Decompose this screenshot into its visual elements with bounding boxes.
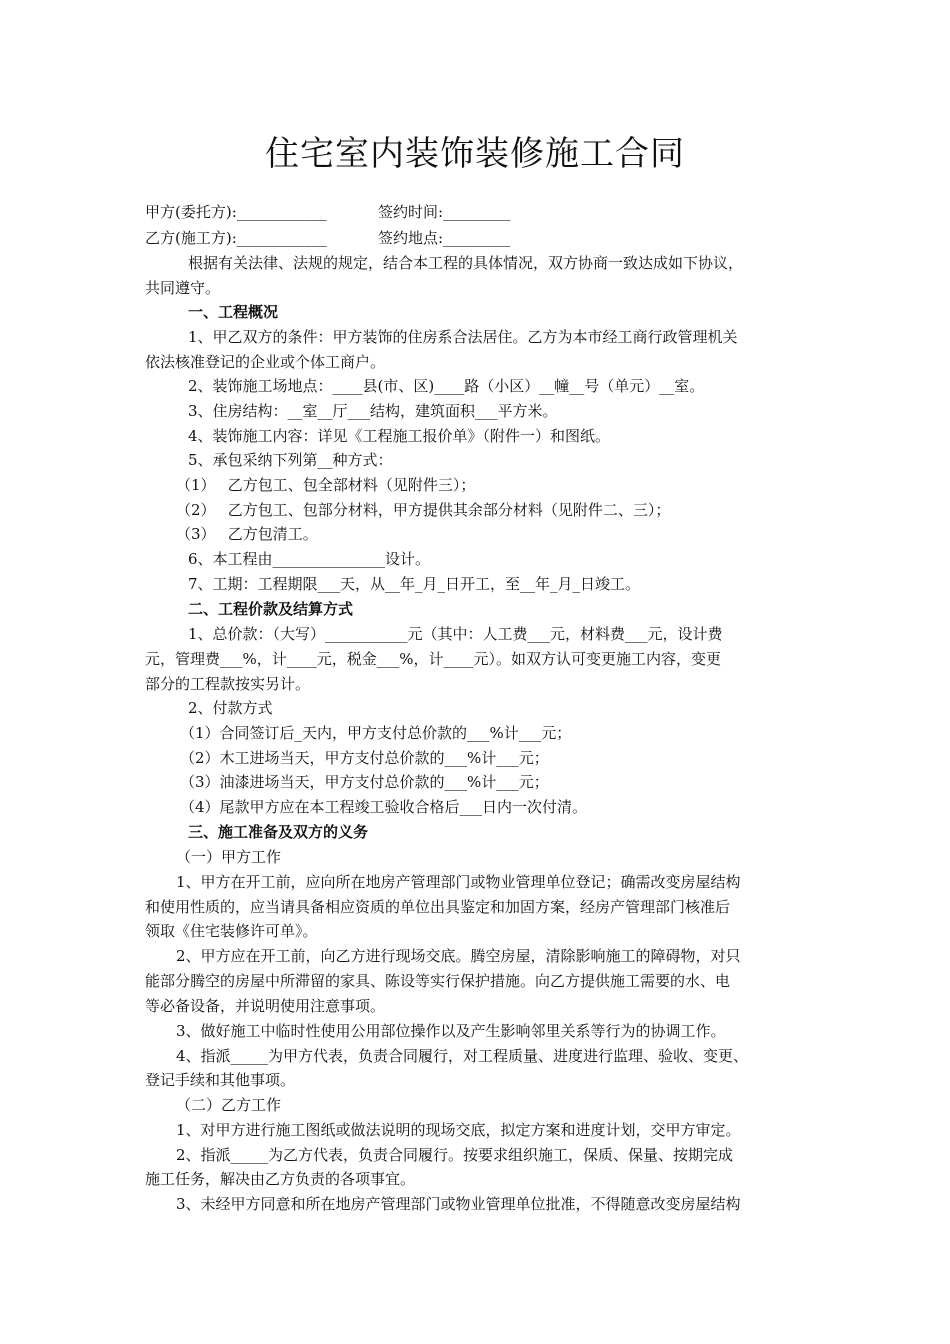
paragraph-line: 能部分腾空的房屋中所滞留的家具、陈设等实行保护措施。向乙方提供施工需要的水、电 xyxy=(145,972,731,990)
paragraph-line: 2、装饰施工场地点：____县(市、区)____路（小区）__幢__号（单元）__室。 xyxy=(188,377,705,395)
subsection-heading: （一）甲方工作 xyxy=(176,848,282,866)
paragraph-line: 领取《住宅装修许可单》。 xyxy=(145,922,318,940)
list-item: （3）油漆进场当天，甲方支付总价款的___%计___元； xyxy=(180,773,549,791)
paragraph-line: 登记手续和其他事项。 xyxy=(145,1071,296,1089)
list-item: （1） 乙方包工、包全部材料（见附件三）； xyxy=(176,476,476,494)
list-item: （4）尾款甲方应在本工程竣工验收合格后___日内一次付清。 xyxy=(180,798,588,816)
paragraph-line: 2、指派_____为乙方代表，负责合同履行。按要求组织施工，保质、保量、按期完成 xyxy=(176,1146,734,1164)
list-item: （3） 乙方包清工。 xyxy=(176,525,318,543)
paragraph-line: 4、装饰施工内容：详见《工程施工报价单》（附件一）和图纸。 xyxy=(188,427,611,445)
paragraph-line: 1、总价款：（大写）___________元（其中：人工费___元，材料费___元，设计费 xyxy=(188,625,723,643)
paragraph-line: 5、承包采纳下列第__种方式： xyxy=(188,451,393,469)
paragraph-line: 共同遵守。 xyxy=(145,279,221,297)
paragraph-line: 1、对甲方进行施工图纸或做法说明的现场交底，拟定方案和进度计划，交甲方审定。 xyxy=(176,1121,741,1139)
paragraph-line: 2、付款方式 xyxy=(188,699,273,717)
sign-time-field: 签约时间:_________ xyxy=(378,203,511,221)
subsection-heading: （二）乙方工作 xyxy=(176,1096,282,1114)
paragraph-line: 等必备设备，并说明使用注意事项。 xyxy=(145,997,386,1015)
sign-place-field: 签约地点:_________ xyxy=(378,229,511,247)
party-b-field: 乙方(施工方):____________ xyxy=(145,229,327,247)
paragraph-line: 7、工期：工程期限___天，从__年_月_日开工，至__年_月_日竣工。 xyxy=(188,575,641,593)
section-heading: 一、工程概况 xyxy=(188,303,279,321)
paragraph-line: 部分的工程款按实另计。 xyxy=(145,675,311,693)
paragraph-line: 元，管理费___%，计____元，税金___%，计____元）。如双方认可变更施工内容，变更 xyxy=(145,650,722,668)
list-item: （2） 乙方包工、包部分材料，甲方提供其余部分材料（见附件二、三）； xyxy=(176,501,671,519)
paragraph-line: 施工任务，解决由乙方负责的各项事宜。 xyxy=(145,1170,416,1188)
section-heading: 三、施工准备及双方的义务 xyxy=(188,823,369,841)
list-item: （1）合同签订后_天内，甲方支付总价款的___%计___元； xyxy=(180,724,572,742)
section-heading: 二、工程价款及结算方式 xyxy=(188,600,354,618)
paragraph-line: 2、甲方应在开工前，向乙方进行现场交底。腾空房屋，清除影响施工的障碍物，对只 xyxy=(176,947,741,965)
paragraph-line: 根据有关法律、法规的规定，结合本工程的具体情况，双方协商一致达成如下协议， xyxy=(188,254,744,272)
paragraph-line: 依法核准登记的企业或个体工商户。 xyxy=(145,353,386,371)
paragraph-line: 3、未经甲方同意和所在地房产管理部门或物业管理单位批准，不得随意改变房屋结构 xyxy=(176,1195,741,1213)
paragraph-line: 3、住房结构：__室__厅___结构，建筑面积___平方米。 xyxy=(188,402,558,420)
paragraph-line: 4、指派_____为甲方代表，负责合同履行，对工程质量、进度进行监理、验收、变更、 xyxy=(176,1047,749,1065)
paragraph-line: 和使用性质的，应当请具备相应资质的单位出具鉴定和加固方案，经房产管理部门核准后 xyxy=(145,898,731,916)
list-item: （2）木工进场当天，甲方支付总价款的___%计___元； xyxy=(180,749,549,767)
paragraph-line: 1、甲方在开工前，应向所在地房产管理部门或物业管理单位登记；确需改变房屋结构 xyxy=(176,873,741,891)
page-title: 住宅室内装饰装修施工合同 xyxy=(265,134,685,174)
paragraph-line: 6、本工程由_______________设计。 xyxy=(188,550,431,568)
party-a-field: 甲方(委托方):____________ xyxy=(145,203,327,221)
paragraph-line: 3、做好施工中临时性使用公用部位操作以及产生影响邻里关系等行为的协调工作。 xyxy=(176,1022,726,1040)
paragraph-line: 1、甲乙双方的条件：甲方装饰的住房系合法居住。乙方为本市经工商行政管理机关 xyxy=(188,328,738,346)
